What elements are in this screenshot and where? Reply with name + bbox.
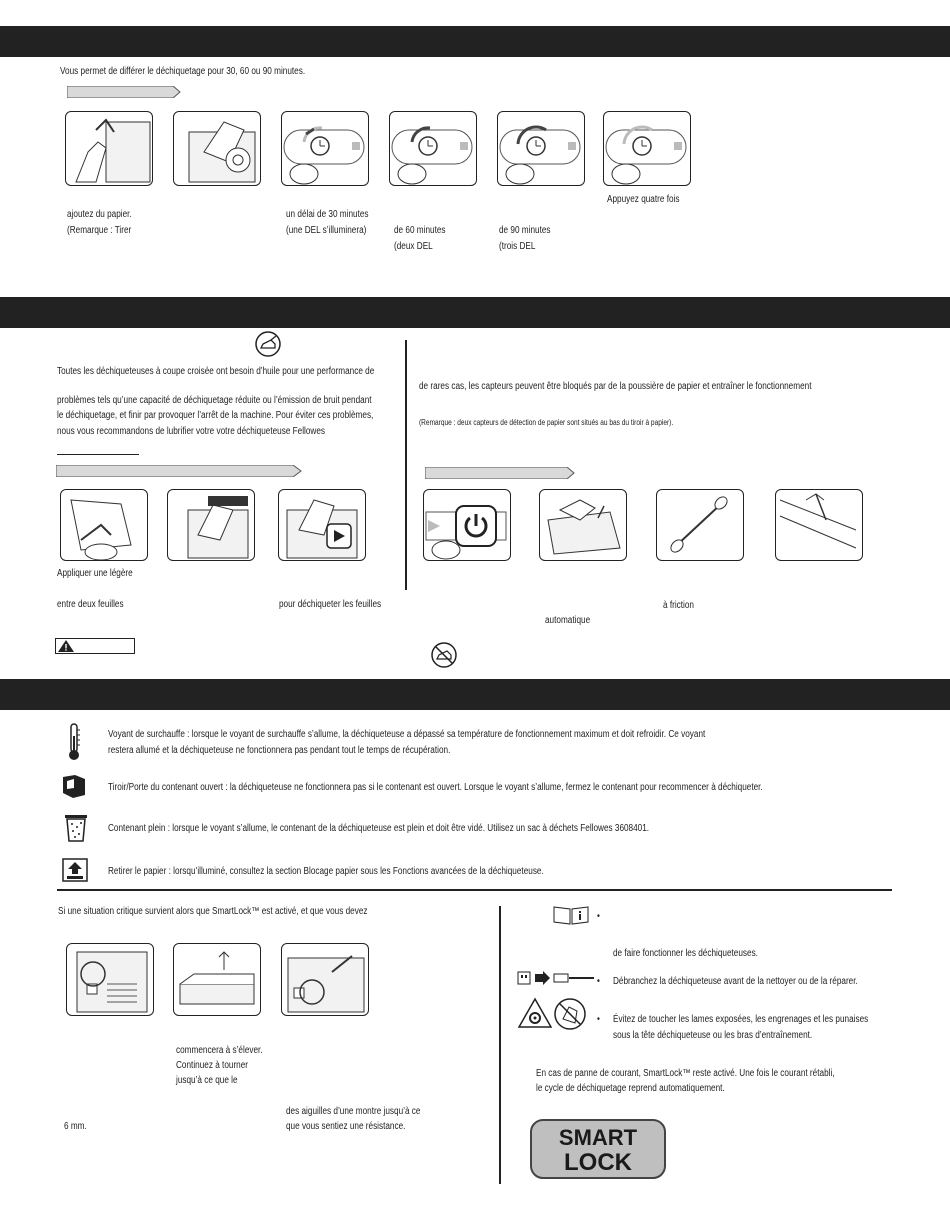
caption-paper-2: (Remarque : Tirer xyxy=(67,225,132,236)
no-touch-icon xyxy=(553,997,587,1036)
note-operate: de faire fonctionner les déchiqueteuses. xyxy=(613,948,758,959)
warning-icon xyxy=(55,638,135,659)
section-header-band-indicators xyxy=(0,679,950,710)
sensor-text-1: de rares cas, les capteurs peuvent être bloqués par de la poussière de papier et entraîner le fonctionnement xyxy=(419,381,812,392)
caption-90-2: (trois DEL xyxy=(499,241,536,252)
column-divider-smartlock xyxy=(499,906,501,1184)
bullet-3: • xyxy=(597,1014,600,1025)
illustration-clean-sensor xyxy=(775,489,863,561)
caption-90-1: de 90 minutes xyxy=(499,225,551,236)
oil-text-4: nous vous recommandons de lubrifier votre votre déchiqueteuse Fellowes xyxy=(57,426,326,437)
illustration-smartlock-step3 xyxy=(281,943,369,1016)
illustration-cotton-swab xyxy=(656,489,744,561)
illustration-timer-press-4 xyxy=(603,111,691,186)
thermometer-icon xyxy=(66,722,82,767)
timer-intro: Vous permet de différer le déchiquetage pour 30, 60 ou 90 minutes. xyxy=(60,66,306,77)
smartlock-step2-1: commencera à s’élever. xyxy=(176,1045,263,1056)
step-arrow-timer xyxy=(67,86,181,98)
illustration-timer-press-2 xyxy=(389,111,477,186)
oil-text-1: Toutes les déchiqueteuses à coupe croisée ont besoin d’huile pour une performance de xyxy=(57,366,375,377)
smartlock-step2-3: jusqu’à ce que le xyxy=(176,1075,238,1086)
smartlock-intro: Si une situation critique survient alors que SmartLock™ est activé, et que vous devez xyxy=(58,906,368,917)
smartlock-step2-2: Continuez à tourner xyxy=(176,1060,249,1071)
illustration-open-drawer xyxy=(539,489,627,561)
overheat-text-1: Voyant de surchauffe : lorsque le voyant de surchauffe s’allume, la déchiqueteuse a dépassé sa température de fonctionnement maximum et doit refroidir. Ce voyant xyxy=(108,729,706,740)
caption-60-1: de 60 minutes xyxy=(394,225,446,236)
smartlock-logo-bottom: LOCK xyxy=(564,1149,632,1176)
illustration-apply-oil xyxy=(60,489,148,561)
remove-text: Retirer le papier : lorsqu’illuminé, consultez la section Blocage papier sous les Fonctions avancées de la déchiqueteuse. xyxy=(108,866,544,877)
smartlock-logo-top: SMART xyxy=(558,1125,638,1150)
power-text-2: le cycle de déchiquetage reprend automatiquement. xyxy=(536,1083,725,1094)
bin-text: Contenant plein : lorsque le voyant s’allume, le contenant de la déchiqueteuse est plein et doit être vidé. Utilisez un sac à déchets Fellowes 3608401. xyxy=(108,823,650,834)
section-header-band-maintenance xyxy=(0,297,950,328)
illustration-add-paper xyxy=(65,111,153,186)
sensor-step3: à friction xyxy=(663,600,694,611)
illustration-shred-sheets xyxy=(278,489,366,561)
oil-text-2: problèmes tels qu’une capacité de déchiquetage réduite ou l’émission de bruit pendant xyxy=(57,395,372,406)
remove-paper-icon xyxy=(62,858,88,887)
bullet-2: • xyxy=(597,976,600,987)
divider-smartlock xyxy=(57,889,892,891)
sensor-note: (Remarque : deux capteurs de détection de papier sont situés au bas du tiroir à papier). xyxy=(419,418,674,427)
caption-30-2: (une DEL s’illuminera) xyxy=(286,225,367,236)
note-unplug: Débranchez la déchiqueteuse avant de la nettoyer ou de la réparer. xyxy=(613,976,858,987)
bullet-1: • xyxy=(597,911,600,922)
door-open-icon xyxy=(61,773,87,804)
oil-step1-a: Appliquer une légère xyxy=(57,568,133,579)
illustration-smartlock-step1 xyxy=(66,943,154,1016)
illustration-power-button xyxy=(423,489,511,561)
gear-hazard-icon xyxy=(518,997,552,1034)
note-avoid-1: Évitez de toucher les lames exposées, les engrenages et les punaises xyxy=(613,1014,869,1025)
smartlock-logo xyxy=(530,1119,666,1184)
section-header-band-timer xyxy=(0,26,950,57)
column-divider-maintenance xyxy=(405,340,407,590)
oil-text-3: le déchiquetage, et finir par provoquer l’arrêt de la machine. Pour éviter ces problèmes, xyxy=(57,410,374,421)
step-arrow-oil xyxy=(56,465,302,477)
oil-step3: pour déchiqueter les feuilles xyxy=(279,599,382,610)
oil-step1-b: entre deux feuilles xyxy=(57,599,124,610)
info-book-icon xyxy=(553,905,589,930)
illustration-timer-press-1 xyxy=(281,111,369,186)
smartlock-step3-2: que vous sentiez une résistance. xyxy=(286,1121,406,1132)
no-oil-icon xyxy=(430,641,458,674)
step-arrow-sensor xyxy=(425,467,575,479)
door-text: Tiroir/Porte du contenant ouvert : la déchiqueteuse ne fonctionnera pas si le contenant est ouvert. Lorsque le voyant s’allume, fermez le contenant pour recommencer à déchiqueter. xyxy=(108,782,763,793)
divider-short xyxy=(57,454,139,455)
smartlock-step3-1: des aiguilles d’une montre jusqu’à ce xyxy=(286,1106,421,1117)
sensor-step2: automatique xyxy=(545,615,591,626)
illustration-smartlock-step2 xyxy=(173,943,261,1016)
illustration-insert-paper xyxy=(173,111,261,186)
illustration-timer-press-3 xyxy=(497,111,585,186)
illustration-insert-sheets xyxy=(167,489,255,561)
caption-paper-1: ajoutez du papier. xyxy=(67,209,132,220)
oil-can-icon xyxy=(254,330,282,363)
note-avoid-2: sous la tête déchiqueteuse ou les bras d’entraînement. xyxy=(613,1030,813,1041)
caption-60-2: (deux DEL xyxy=(394,241,433,252)
caption-press-four: Appuyez quatre fois xyxy=(607,194,680,205)
caption-30-1: un délai de 30 minutes xyxy=(286,209,369,220)
unplug-icon xyxy=(517,970,595,991)
smartlock-step1: 6 mm. xyxy=(64,1121,87,1132)
overheat-text-2: restera allumé et la déchiqueteuse ne fonctionnera pas pendant tout le temps de récupération. xyxy=(108,745,451,756)
power-text-1: En cas de panne de courant, SmartLock™ reste activé. Une fois le courant rétabli, xyxy=(536,1068,835,1079)
bin-full-icon xyxy=(64,812,88,847)
